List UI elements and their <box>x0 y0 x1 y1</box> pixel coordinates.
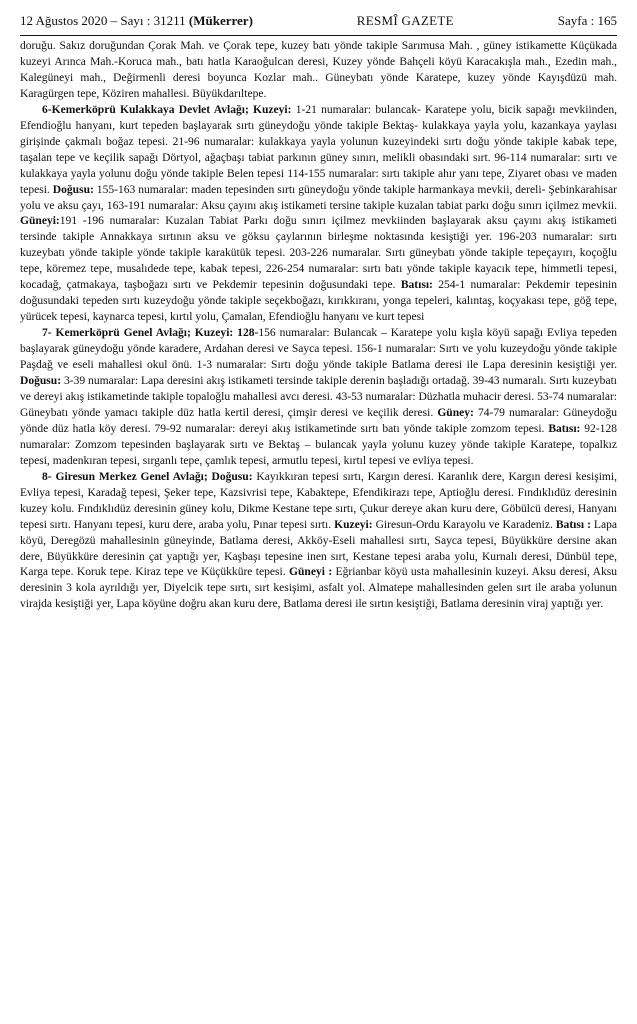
bold-heading-text: 6-Kemerköprü Kulakkaya Devlet Avlağı; Kuzeyi: <box>42 103 292 116</box>
paragraph-text: 254-1 numaralar: Pekdemir tepesinin doğusundaki tepeden sırtı kuzeydoğu yönde takiple seçekboğazı, kırıkkıranı, yonga tepeleri, kalıntaş, koçyakası tepe, göğ tepe, yürücek tepesi, kaynarca tepesi, kırtıl yolu, Çamalan, Efendioğlu hanyanı ve kurt tepesi <box>20 279 617 324</box>
paragraph <box>20 470 617 614</box>
paragraph-text: Kayıkkıran tepesi sırtı, Kargın deresi. Karanlık dere, Kargın deresi kesişimi, Evliya tepesi, Karadağ tepesi, Şeker tepe, Kazsivrisi tepe, Kabaktepe, Efendikirazı tepe, Aptioğlu deresi. Fındıklıdüz deresinin kuzey kolu. Fındıklıdüz deresinin güney kolu, Dikme Kestane tepe sırtı, Çukur dereye akan kuru dere, Göbülcü deresi, Hanyanı tepesi sırtı. Hanyanı tepesi, kuru dere, araba yolu, Pınar tepesi sırtı. <box>20 470 617 531</box>
paragraph <box>20 326 617 470</box>
bold-heading-text: Doğusu: <box>20 375 62 388</box>
page <box>20 12 617 613</box>
bold-heading-text: Kuzeyi: <box>334 518 373 531</box>
bold-heading-text: Güney: <box>437 406 474 419</box>
paragraph-text: 74-79 numaralar: Güneydoğu yönde düz hatla köy deresi. 79-92 numaralar: dereyi akış istikametinde sırtı batı yönde takiple zomzom tepesi. <box>20 406 617 435</box>
paragraph-text: 156 numaralar: Bulancak – Karatepe yolu kışla köyü sapağı Evliya tepeden başlayarak güneydoğu yönde karadere, Ardahan deresi ve Sayca tepesi. 156-1 numaralar: Sırtı ve yolu kuzeydoğu yönde takiple Paşdağ ve eseli mahallesi okul önü. 1-3 numaralar: Sırtı doğu yönde takiple Batlama deresi ile Lapa deresinin kesiştiği yer. <box>20 327 617 372</box>
paragraph-text: 191 -196 numaralar: Kuzalan Tabiat Parkı doğu sınırı içilmez mevkiinden başlayarak aksu çayını akış istikameti tersinde takiple Annakkaya sırtının aksu ve göksu çaylarının birleşme noktasında kesiştiği yer. 196-203 numaralar: sırtı kuzeybatı yönde takiple yönde takiple karakütük tepesi. 203-226 numaralar. Sırtı güneybatı yönde takiple tepeçayırı, koçoğlu tepe, köremez tepe, musalıdede tepe, kabak tepesi, 226-254 numaralar: sırtı batı yönde takiple kayacık tepe, himmetli tepesi, kocadağ, çatmakaya, taşboğazı sırtı ve Pekdemir tepesinin doğusundaki tepe. <box>20 215 617 292</box>
bold-heading-text: 8- Giresun Merkez Genel Avlağı; Doğusu: <box>42 470 253 483</box>
bold-heading-text: Güneyi : <box>289 566 333 579</box>
paragraph-text: 155-163 numaralar: maden tepesinden sırtı güneydoğu yönde takiple harmankaya mevkii, dereli- Şebinkarahisar yolu ve aksu çayı, 163-191 numaralar: Aksu çayını akış istikameti tersine takiple kuzalan tabiat parkı doğu sınırı içilmez mevkii. <box>20 183 617 212</box>
paragraph <box>20 103 617 326</box>
paragraph-text: Eğrianbar köyü usta mahallesinin kuzeyi. Aksu deresi, Aksu deresinin 3 kola ayrıldığı yer, Diyelcik tepe sırtı, sırt kesişimi, asfalt yol. Almatepe mahallesinden gelen sırt ile araba yolunun virajda kesiştiği yer, Lapa köyüne doğru akan kuru dere, Batlama deresi ile sırtın kesiştiği, Batlama deresinin viraj yaptığı yer. <box>20 566 617 611</box>
header-date-issue <box>20 12 253 30</box>
paragraph-text: 1-21 numaralar: bulancak- Karatepe yolu, bicik sapağı mevkiinden, Efendioğlu hanyanı, kurt tepeden başlayarak sırtı güneydoğu yönde takiple Bektaş- kulakkaya yayla yolu, kazankaya yaylası girişinde çakmalı boğaz tepesi. 21-96 numaralar: kulakkaya yayla yolunun kuzeyindeki sırtı doğu yönde takiple kabak tepe, taşalan tepe ve keçilik sapağı Dörtyol, ağaçbaşı tabiat parkının güney sınırı, melikli obasındaki sırt. 96-114 numaralar: sırtı ve kulakkaya yayla yolunu doğu yönde takiple Belen tepesi 114-155 numaralar: sırtı takiple ahır yanı tepe, Ziyaret obası ve maden tepesi. <box>20 103 617 196</box>
bold-heading-text: Batısı : <box>555 518 591 531</box>
header-page-number: Sayfa : 165 <box>557 13 617 28</box>
header-mukerrer: (Mükerrer) <box>188 13 253 28</box>
paragraph-text: Lapa köyü, Deregözü mahallesinin güneyinde, Batlama deresi, Akköy-Eseli mahallesi sırtı, Sayca tepesi, Büyükküre dersine akan dere, Büyükküre deresinin çat yaptığı yer, Kaşbaşı tepesine inen sırt, Kestane tepesi araba yolu, Kurnalı deresi, Dünbül tepe, Karga tepe. Koruk tepe. Kiraz tepe ve Küçükküre tepesi. <box>20 518 618 579</box>
paragraph-text: doruğu. Sakız doruğundan Çorak Mah. ve Çorak tepe, kuzey batı yönde takiple Sarımusa Mah. , güney istikamette Küçükada kuzeyi Arınca Mah.-Koruca mah., batı hatla Karaoğulcan deresi, Kuzey yönde Bahçeli köyü Karacakışla mah., Ezedin mah., Kalegüneyi mah., Değirmenli deresi boyunca Kozlar mah.. Güneybatı yönde Karatepe, kuzey yönde Kayışdüzü mah. Karagürgen tepe, Köziren mahallesi. Büyükdarıltepe. <box>20 40 617 100</box>
paragraph-text: Giresun-Ordu Karayolu ve Karadeniz. <box>372 518 556 531</box>
bold-heading-text: Doğusu: <box>52 183 94 196</box>
paragraph-text: 3-39 numaralar: Lapa deresini akış istikameti tersinde takiple derenin başladığı ortadağ. 39-43 numaralı. Sırtı kuzeybatı ve dereyi akış istikametinde takiple topaloğlu mahallesi avcı deresi. 43-53 numaralar: Düzhatla muhacir deresi. 53-74 numaralar: Güneybatı yönde yamacı takiple düz hatla kertil deresi, çimşir deresi ve keçilik deresi. <box>20 375 617 419</box>
header-date-text: 12 Ağustos 2020 – Sayı : 31211 <box>20 13 189 28</box>
bold-heading-text: Güneyi: <box>20 215 60 228</box>
paragraph <box>20 39 617 103</box>
page-header <box>20 12 617 36</box>
paragraph-text: 92-128 numaralar: Zomzom tepesinden başlayarak sırtı ve Bektaş – bulancak yayla yolunu kuzey yönde takiple Karatepe, topalkız tepesi, madenkıran tepesi, sırganlı tepe, çamlık tepesi, armutlu tepesi, kırtıl tepesi ve evliya tepesi. <box>20 422 617 467</box>
bold-heading-text: 7- Kemerköprü Genel Avlağı; Kuzeyi: 128- <box>42 327 259 340</box>
document-body <box>20 39 617 613</box>
bold-heading-text: Batısı: <box>400 279 433 292</box>
header-gazette-title: RESMÎ GAZETE <box>356 13 454 28</box>
bold-heading-text: Batısı: <box>548 422 581 435</box>
